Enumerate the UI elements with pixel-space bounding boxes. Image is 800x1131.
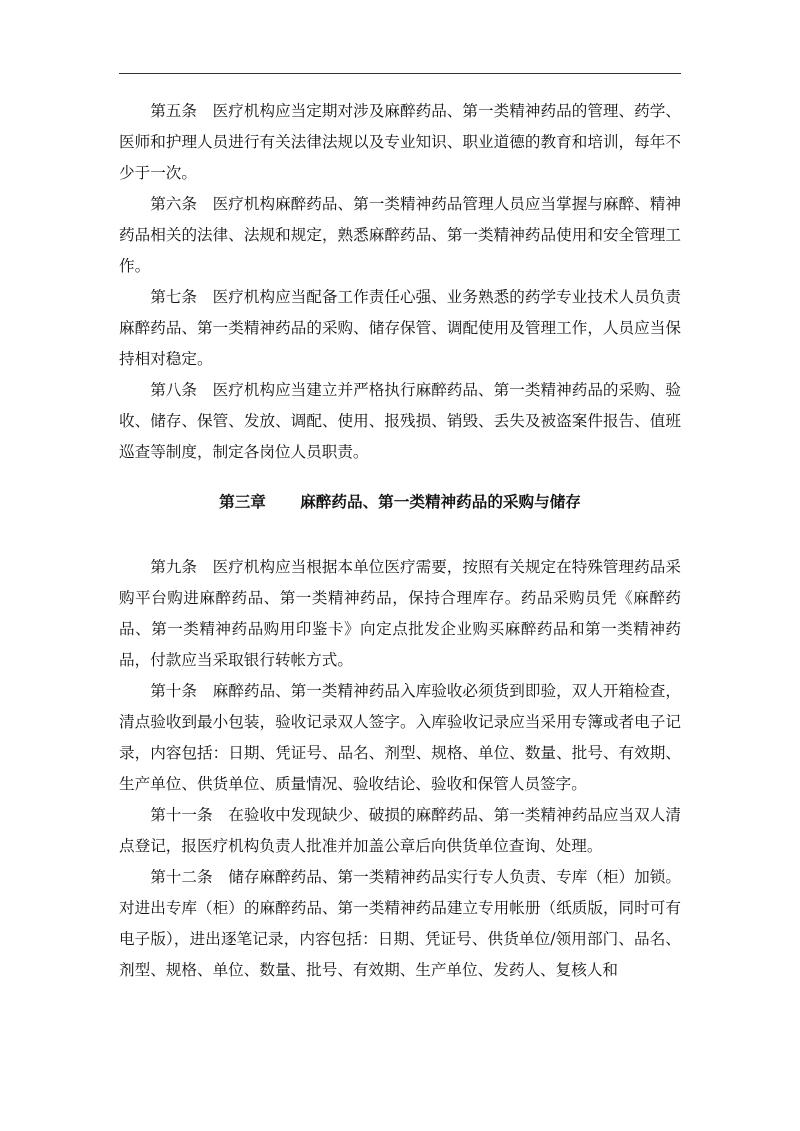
article-text: 医疗机构应当配备工作责任心强、业务熟悉的药学专业技术人员负责麻醉药品、第一类精神药品的采购、储存保管、调配使用及管理工作，人员应当保持相对稳定。 — [119, 288, 681, 368]
article-number: 第十一条 — [150, 806, 213, 824]
document-body — [119, 96, 681, 986]
article-number: 第九条 — [150, 558, 198, 576]
article-12 — [119, 862, 681, 986]
article-8 — [119, 375, 681, 468]
article-text: 储存麻醉药品、第一类精神药品实行专人负责、专库（柜）加锁。对进出专库（柜）的麻醉药品、第一类精神药品建立专用帐册（纸质版，同时可有电子版），进出逐笔记录，内容包括：日期、凭证号、供货单位/领用部门、品名、剂型、规格、单位、数量、批号、有效期、生产单位、发药人、复核人和 — [119, 868, 681, 979]
article-number: 第七条 — [150, 288, 198, 306]
article-number: 第八条 — [150, 381, 198, 399]
article-10 — [119, 676, 681, 800]
article-text: 医疗机构应当定期对涉及麻醉药品、第一类精神药品的管理、药学、医师和护理人员进行有关法律法规以及专业知识、职业道德的教育和培训，每年不少于一次。 — [119, 102, 681, 182]
article-text: 麻醉药品、第一类精神药品入库验收必须货到即验，双人开箱检查，清点验收到最小包装，验收记录双人签字。入库验收记录应当采用专簿或者电子记录，内容包括：日期、凭证号、品名、剂型、规格、单位、数量、批号、有效期、生产单位、供货单位、质量情况、验收结论、验收和保管人员签字。 — [119, 682, 681, 793]
article-11 — [119, 800, 681, 862]
chapter-title: 麻醉药品、第一类精神药品的采购与储存 — [300, 493, 581, 511]
article-number: 第五条 — [150, 102, 198, 120]
chapter-number: 第三章 — [219, 493, 266, 511]
article-number: 第六条 — [150, 195, 198, 213]
article-7 — [119, 282, 681, 375]
chapter-heading — [119, 487, 681, 518]
article-text: 医疗机构麻醉药品、第一类精神药品管理人员应当掌握与麻醉、精神药品相关的法律、法规和规定，熟悉麻醉药品、第一类精神药品使用和安全管理工作。 — [119, 195, 681, 275]
article-9 — [119, 552, 681, 676]
article-text: 医疗机构应当建立并严格执行麻醉药品、第一类精神药品的采购、验收、储存、保管、发放、调配、使用、报残损、销毁、丢失及被盗案件报告、值班巡查等制度，制定各岗位人员职责。 — [119, 381, 681, 461]
header-rule — [119, 73, 681, 74]
article-6 — [119, 189, 681, 282]
article-number: 第十条 — [150, 682, 198, 700]
article-number: 第十二条 — [150, 868, 213, 886]
article-text: 医疗机构应当根据本单位医疗需要，按照有关规定在特殊管理药品采购平台购进麻醉药品、第一类精神药品，保持合理库存。药品采购员凭《麻醉药品、第一类精神药品购用印鉴卡》向定点批发企业购买麻醉药品和第一类精神药品，付款应当采取银行转帐方式。 — [119, 558, 681, 669]
article-5 — [119, 96, 681, 189]
article-text: 在验收中发现缺少、破损的麻醉药品、第一类精神药品应当双人清点登记，报医疗机构负责人批准并加盖公章后向供货单位查询、处理。 — [119, 806, 681, 855]
